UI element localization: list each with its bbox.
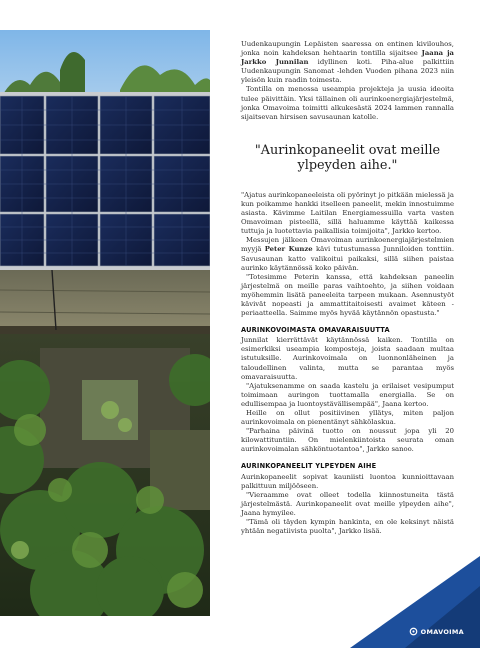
omavoima-logo-icon <box>409 627 418 636</box>
body-paragraph: Heille on ollut positiivinen yllätys, miten paljon aurinkovoimala on pienentänyt sähkölaskua. <box>241 409 454 427</box>
brand-name: OMAVOIMA <box>420 627 464 636</box>
body-paragraph: "Totesimme Peterin kanssa, että kahdeksan paneelin järjestelmä on meille paras vaihtoehto, ja siihen voidaan myöhemmin lisätä paneeleita tarpeen mukaan. Asennustyöt kävivät nopeasti ja ammattitaitoisesti avaimet käteen -periaatteella. Saimme myös hyvää käytännön opastusta." <box>241 272 454 318</box>
body-paragraph: "Parhaina päivinä tuotto on noussut jopa yli 20 kilowattituntiin. On mielenkiintoista seurata oman aurinkovoimalan sähköntuotantoa", Jarkko sanoo. <box>241 427 454 454</box>
section-heading: AURINKOPANEELIT YLPEYDEN AIHE <box>241 462 377 471</box>
body-paragraph: Tontilla on menossa useampia projekteja ja uusia ideoita tulee päivittäin. Yksi tällainen oli aurinkoenergiajärjestelmä, jonka Omavoima toimitti alkukesästä 2024 lammen rannalla sijaitsevan hirsisen savusaunan katolle. <box>241 85 454 121</box>
body-paragraph: Junnilat kierrättävät käytännössä kaiken. Tontilla on esimerkiksi useampia komposteja, joista saadaan multaa istutuksille. Aurinkovoimala on luonnonläheinen ja taloudellinen valinta, mutta se parantaa myös omavaraisuutta. <box>241 336 454 381</box>
article-photo <box>0 30 210 616</box>
body-paragraph: Aurinkopaneelit sopivat kauniisti luontoa kunnioittavaan palkittuun miljööseen. <box>241 472 454 490</box>
body-paragraph: "Ajatuksenamme on saada kastelu ja erilaiset vesipumput toimimaan auringon tuottamalla energialla. Se on edullisempaa ja luontoystävällisempää", Jaana kertoo. <box>241 381 454 408</box>
pull-quote: "Aurinkopaneelit ovat meille ylpeyden aihe." <box>254 142 441 174</box>
intro-paragraph: Uudenkaupungin Lepäisten saaressa on entinen kivilouhos, jonka noin kahdeksan hehtaarin tontilla sijaitsee Jaana ja Jarkko Junnilan idyllinen koti. Piha-alue palkittiin Uudenkaupungin Sanomat -lehden Vuoden pihana 2023 niin yleisön kuin raadin toimesta. <box>241 40 455 85</box>
article-body <box>241 40 454 536</box>
body-paragraph: "Vieraamme ovat olleet todella kiinnostuneita tästä järjestelmästä. Aurinkopaneelit ovat meille ylpeyden aihe", Jaana hymyilee. <box>241 490 454 517</box>
body-paragraph: "Tämä oli täyden kympin hankinta, en ole keksinyt näistä yhtään negatiivista puolta", Jarkko lisää. <box>241 518 454 536</box>
brand-mark <box>409 627 464 636</box>
solar-panels-on-sauna-roof-photo <box>0 30 210 616</box>
body-paragraph: Messujen jälkeen Omavoiman aurinkoenergiajärjestelmien myyjä Peter Kunze kävi tutustumassa Junniloiden tonttiin. Savusaunan katto valikoitui paikaksi, sillä siihen paistaa aurinko käytännössä koko päivän. <box>241 236 454 272</box>
section-heading: AURINKOVOIMASTA OMAVARAISUUTTA <box>241 326 390 335</box>
body-paragraph: "Ajatus aurinkopaneeleista oli pyörinyt jo pitkään mielessä ja kun poikamme hankki itselleen paneelit, mekin innostuimme asiasta. Kävimme Laitilan Energiamessuilla varta vasten Omavoiman pisteellä, sillä haluamme käyttää kaikessa tuttuja ja luotettavia paikallisia toimijoita", Jarkko kertoo. <box>241 190 454 236</box>
